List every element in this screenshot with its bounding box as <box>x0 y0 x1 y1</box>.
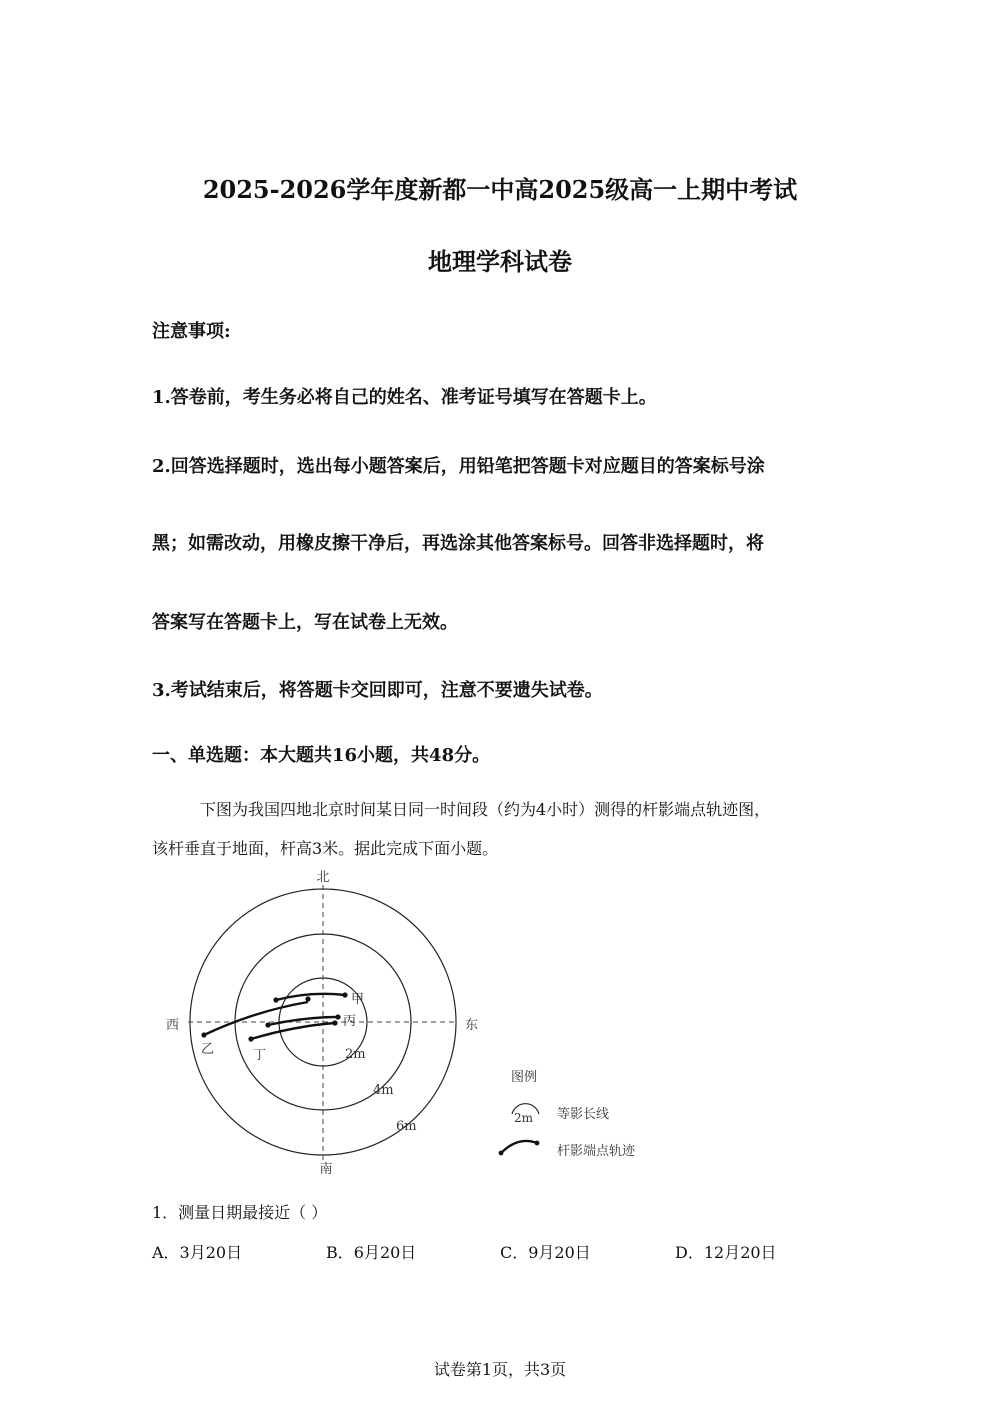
track-jia-end <box>342 992 347 997</box>
shadow-track-figure <box>0 860 700 1185</box>
note-item-2-line1: 2.回答选择题时，选出每小题答案后，用铅笔把答题卡对应题目的答案标号涂 <box>152 456 765 477</box>
ring-label-6m: 6m <box>396 1119 417 1134</box>
legend-track-label: 杆影端点轨迹 <box>557 1144 636 1159</box>
note-item-1: 1.答卷前，考生务必将自己的姓名、准考证号填写在答题卡上。 <box>152 387 657 408</box>
exam-title: 2025-2026学年度新都一中高2025级高一上期中考试 <box>202 175 798 204</box>
legend-contour-label: 等影长线 <box>557 1107 610 1122</box>
legend-track-icon <box>501 1141 537 1153</box>
note-item-3: 3.考试结束后，将答题卡交回即可，注意不要遗失试卷。 <box>152 680 603 701</box>
track-yi-start <box>201 1032 206 1037</box>
track-ding-end <box>332 1020 337 1025</box>
legend-contour-sample: 2m <box>514 1111 534 1125</box>
track-ding-start <box>248 1036 253 1041</box>
ring-label-4m: 4m <box>373 1083 394 1098</box>
direction-south: 南 <box>319 1162 333 1177</box>
section-heading: 一、单选题：本大题共16小题，共48分。 <box>152 745 491 766</box>
question-1-option-d: D．12月20日 <box>675 1243 777 1262</box>
question-1-option-b: B．6月20日 <box>326 1243 417 1262</box>
exam-subtitle: 地理学科试卷 <box>428 247 572 276</box>
legend-track-end <box>535 1141 540 1146</box>
note-item-2-line2: 黑；如需改动，用橡皮擦干净后，再选涂其他答案标号。回答非选择题时，将 <box>152 533 764 554</box>
passage-line-1: 下图为我国四地北京时间某日同一时间段（约为4小时）测得的杆影端点轨迹图， <box>200 800 771 819</box>
legend-title: 图例 <box>511 1070 538 1085</box>
question-1-option-a: A．3月20日 <box>152 1243 243 1262</box>
notes-heading: 注意事项: <box>152 321 231 342</box>
direction-east: 东 <box>465 1018 479 1033</box>
question-1-stem: 1．测量日期最接近（ ） <box>152 1203 328 1222</box>
note-item-2-line3: 答案写在答题卡上，写在试卷上无效。 <box>152 612 458 633</box>
track-yi <box>204 1002 308 1035</box>
passage-line-2: 该杆垂直于地面，杆高3米。据此完成下面小题。 <box>152 839 499 858</box>
track-jia-mid <box>305 996 310 1001</box>
track-label-bing: 丙 <box>343 1014 357 1029</box>
legend-track-start <box>499 1151 504 1156</box>
question-1-option-c: C．9月20日 <box>500 1243 591 1262</box>
track-bing-start <box>265 1022 270 1027</box>
track-label-ding: 丁 <box>253 1048 267 1063</box>
track-label-jia: 甲 <box>351 992 365 1007</box>
track-jia-start <box>273 997 278 1002</box>
direction-west: 西 <box>166 1018 180 1033</box>
track-label-yi: 乙 <box>201 1042 215 1057</box>
track-bing-end <box>335 1014 340 1019</box>
page-footer: 试卷第1页，共3页 <box>433 1360 567 1379</box>
track-ding <box>251 1023 335 1039</box>
ring-label-2m: 2m <box>345 1047 366 1062</box>
direction-north: 北 <box>316 870 330 885</box>
